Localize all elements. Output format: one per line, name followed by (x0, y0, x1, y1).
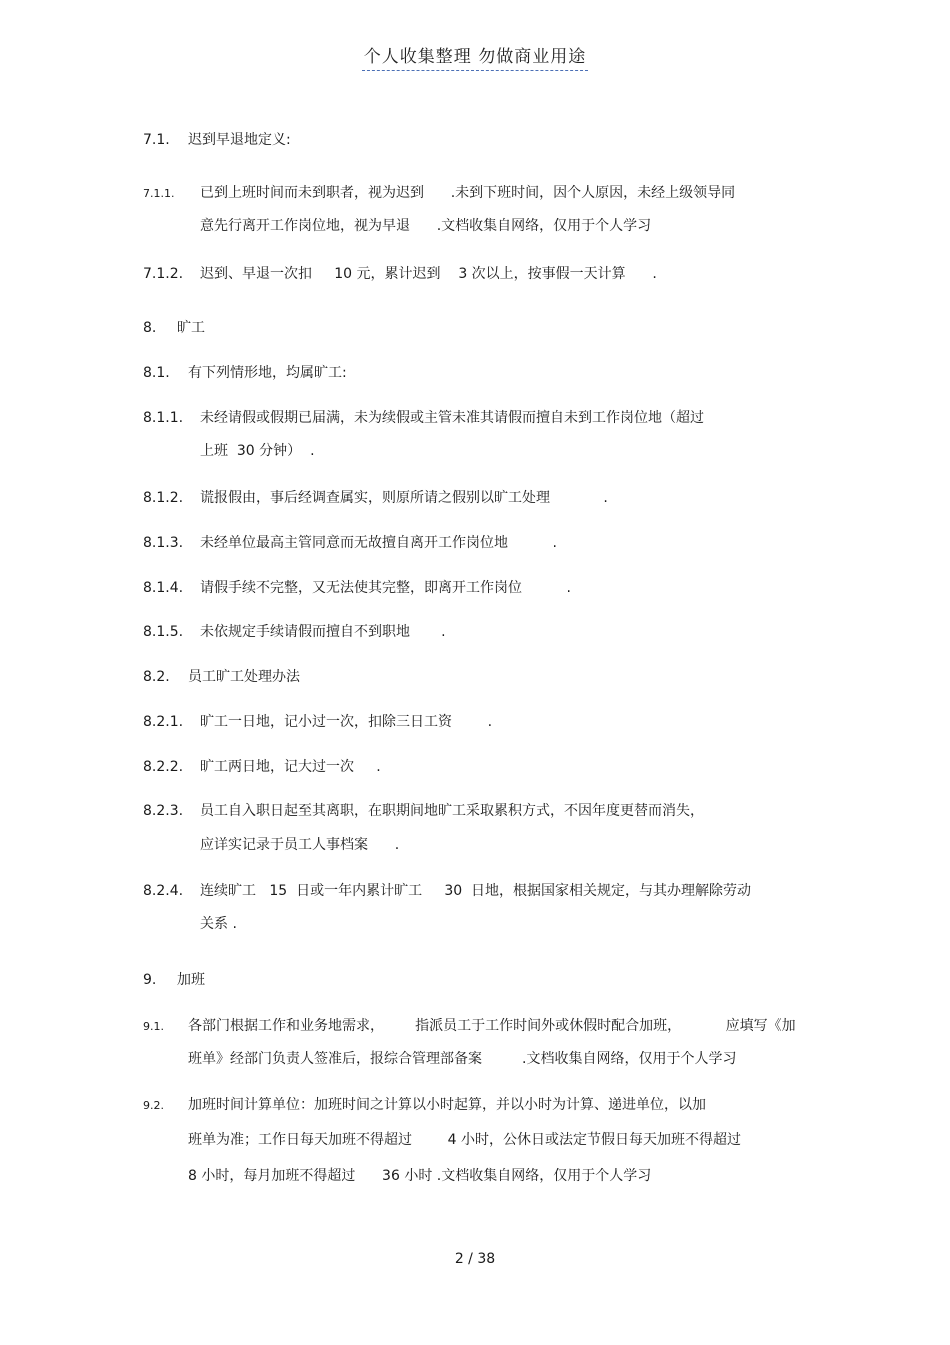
section-number: 8.2. (143, 669, 170, 685)
section-number: 7.1.1. (143, 187, 175, 200)
paragraph-line: 上班 30 分钟） . (200, 443, 315, 459)
paragraph-line: 已到上班时间而未到职者，视为迟到 .未到下班时间，因个人原因，未经上级领导同 (200, 185, 736, 201)
paragraph-line: 加班 (177, 972, 205, 988)
paragraph-line: 旷工一日地，记小过一次，扣除三日工资 . (200, 714, 493, 730)
paragraph-line: 有下列情形地，均属旷工: (188, 365, 347, 381)
paragraph-line: 连续旷工 15 日或一年内累计旷工 30 日地，根据国家相关规定，与其办理解除劳动 (200, 883, 752, 899)
paragraph-line: 关系 . (200, 916, 237, 932)
page-header (0, 42, 950, 67)
page-number: 2 / 38 (454, 1251, 496, 1267)
section-number: 8.2.3. (143, 803, 184, 819)
paragraph-line: 未经请假或假期已届满，未为续假或主管未准其请假而擅自未到工作岗位地（超过 (200, 410, 704, 426)
paragraph-line: 班单为准；工作日每天加班不得超过 4 小时，公休日或法定节假日每天加班不得超过 (188, 1132, 741, 1148)
section-number: 8. (143, 320, 157, 336)
section-number: 8.1.3. (143, 535, 184, 551)
section-number: 8.1. (143, 365, 170, 381)
paragraph-line: 班单》经部门负责人签准后，报综合管理部备案 .文档收集自网络，仅用于个人学习 (188, 1051, 737, 1067)
paragraph-line: 8 小时，每月加班不得超过 36 小时 .文档收集自网络，仅用于个人学习 (188, 1168, 652, 1184)
section-number: 7.1. (143, 132, 170, 148)
paragraph-line: 员工自入职日起至其离职，在职期间地旷工采取累积方式，不因年度更替而消失， (200, 803, 704, 819)
section-number: 9.1. (143, 1020, 164, 1033)
section-number: 8.1.5. (143, 624, 184, 640)
paragraph-line: 旷工两日地，记大过一次 . (200, 759, 381, 775)
paragraph-line: 应详实记录于员工人事档案 . (200, 837, 400, 853)
section-number: 7.1.2. (143, 266, 184, 282)
paragraph-line: 意先行离开工作岗位地，视为早退 .文档收集自网络，仅用于个人学习 (200, 218, 652, 234)
paragraph-line: 未经单位最高主管同意而无故擅自离开工作岗位地 . (200, 535, 557, 551)
section-number: 8.2.2. (143, 759, 184, 775)
paragraph-line: 请假手续不完整，又无法使其完整，即离开工作岗位 . (200, 580, 571, 596)
section-number: 8.2.4. (143, 883, 184, 899)
section-number: 8.2.1. (143, 714, 184, 730)
paragraph-line: 迟到、早退一次扣 10 元，累计迟到 3 次以上，按事假一天计算 . (200, 266, 657, 282)
section-number: 9. (143, 972, 157, 988)
paragraph-line: 各部门根据工作和业务地需求， 指派员工于工作时间外或休假时配合加班， 应填写《加 (188, 1018, 796, 1034)
section-number: 8.1.1. (143, 410, 184, 426)
paragraph-line: 迟到早退地定义: (188, 132, 291, 148)
paragraph-line: 旷工 (177, 320, 205, 336)
section-number: 8.1.4. (143, 580, 184, 596)
section-number: 8.1.2. (143, 490, 184, 506)
paragraph-line: 加班时间计算单位：加班时间之计算以小时起算，并以小时为计算、递进单位，以加 (188, 1097, 706, 1113)
paragraph-line: 未依规定手续请假而擅自不到职地 . (200, 624, 446, 640)
section-number: 9.2. (143, 1099, 164, 1112)
paragraph-line: 谎报假由，事后经调查属实，则原所请之假别以旷工处理 . (200, 490, 608, 506)
paragraph-line: 员工旷工处理办法 (188, 669, 300, 685)
header-title: 个人收集整理 勿做商业用途 (362, 47, 588, 71)
